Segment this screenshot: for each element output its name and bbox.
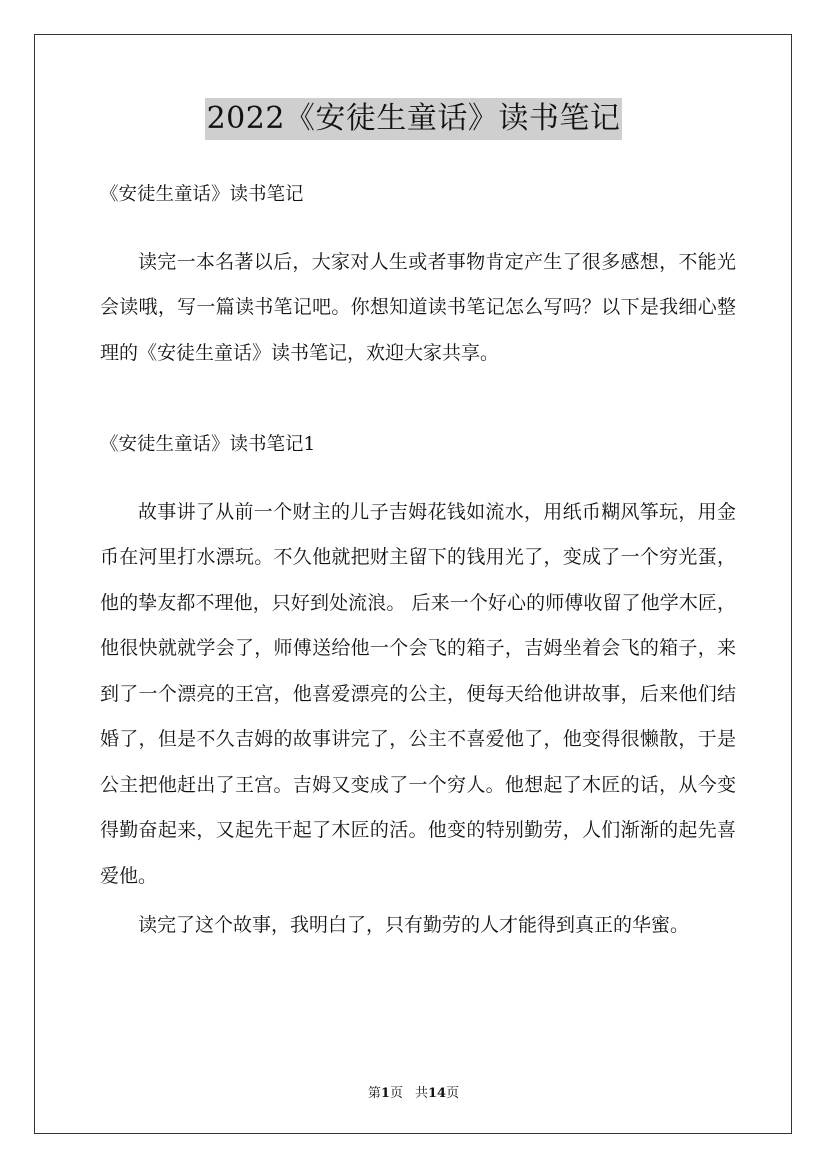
section-heading-1: 《安徒生童话》读书笔记1: [100, 434, 316, 455]
conclusion-paragraph: 读完了这个故事，我明白了，只有勤劳的人才能得到真正的华蜜。: [138, 914, 690, 936]
total-prefix: 共: [414, 1086, 428, 1101]
total-pages-number: 14: [427, 1086, 447, 1101]
page-suffix: 页: [389, 1086, 403, 1101]
title-container: [0, 98, 827, 140]
subtitle-heading: 《安徒生童话》读书笔记: [100, 184, 304, 205]
current-page-number: 1: [380, 1086, 390, 1101]
page-footer: [0, 1086, 827, 1102]
document-title: 2022《安徒生童话》读书笔记: [205, 98, 623, 140]
intro-paragraph: 读完一本名著以后，大家对人生或者事物肯定产生了很多感想，不能光会读哦，写一篇读书笔记吧。你想知道读书笔记怎么写吗？以下是我细心整理的《安徒生童话》读书笔记，欢迎大家共享。: [100, 250, 736, 364]
total-suffix: 页: [446, 1086, 460, 1101]
story-paragraph: 故事讲了从前一个财主的儿子吉姆花钱如流水，用纸币糊风筝玩，用金币在河里打水漂玩。不久他就把财主留下的钱用光了，变成了一个穷光蛋，他的挚友都不理他，只好到处流浪。 后来一个好心的师傅收留了他学木匠，他很快就就学会了，师傅送给他一个会飞的箱子，吉姆坐着会飞的箱子，来到了一个漂亮的王宫，他喜爱漂亮的公主，便每天给他讲故事，后来他们结婚了，但是不久吉姆的故事讲完了，公主不喜爱他了，他变得很懒散，于是公主把他赶出了王宫。吉姆又变成了一个穷人。他想起了木匠的话，从今变得勤奋起来，又起先干起了木匠的活。他变的特别勤劳，人们渐渐的起先喜爱他。: [100, 500, 736, 887]
page-prefix: 第: [367, 1086, 381, 1101]
document-body: [100, 172, 736, 949]
